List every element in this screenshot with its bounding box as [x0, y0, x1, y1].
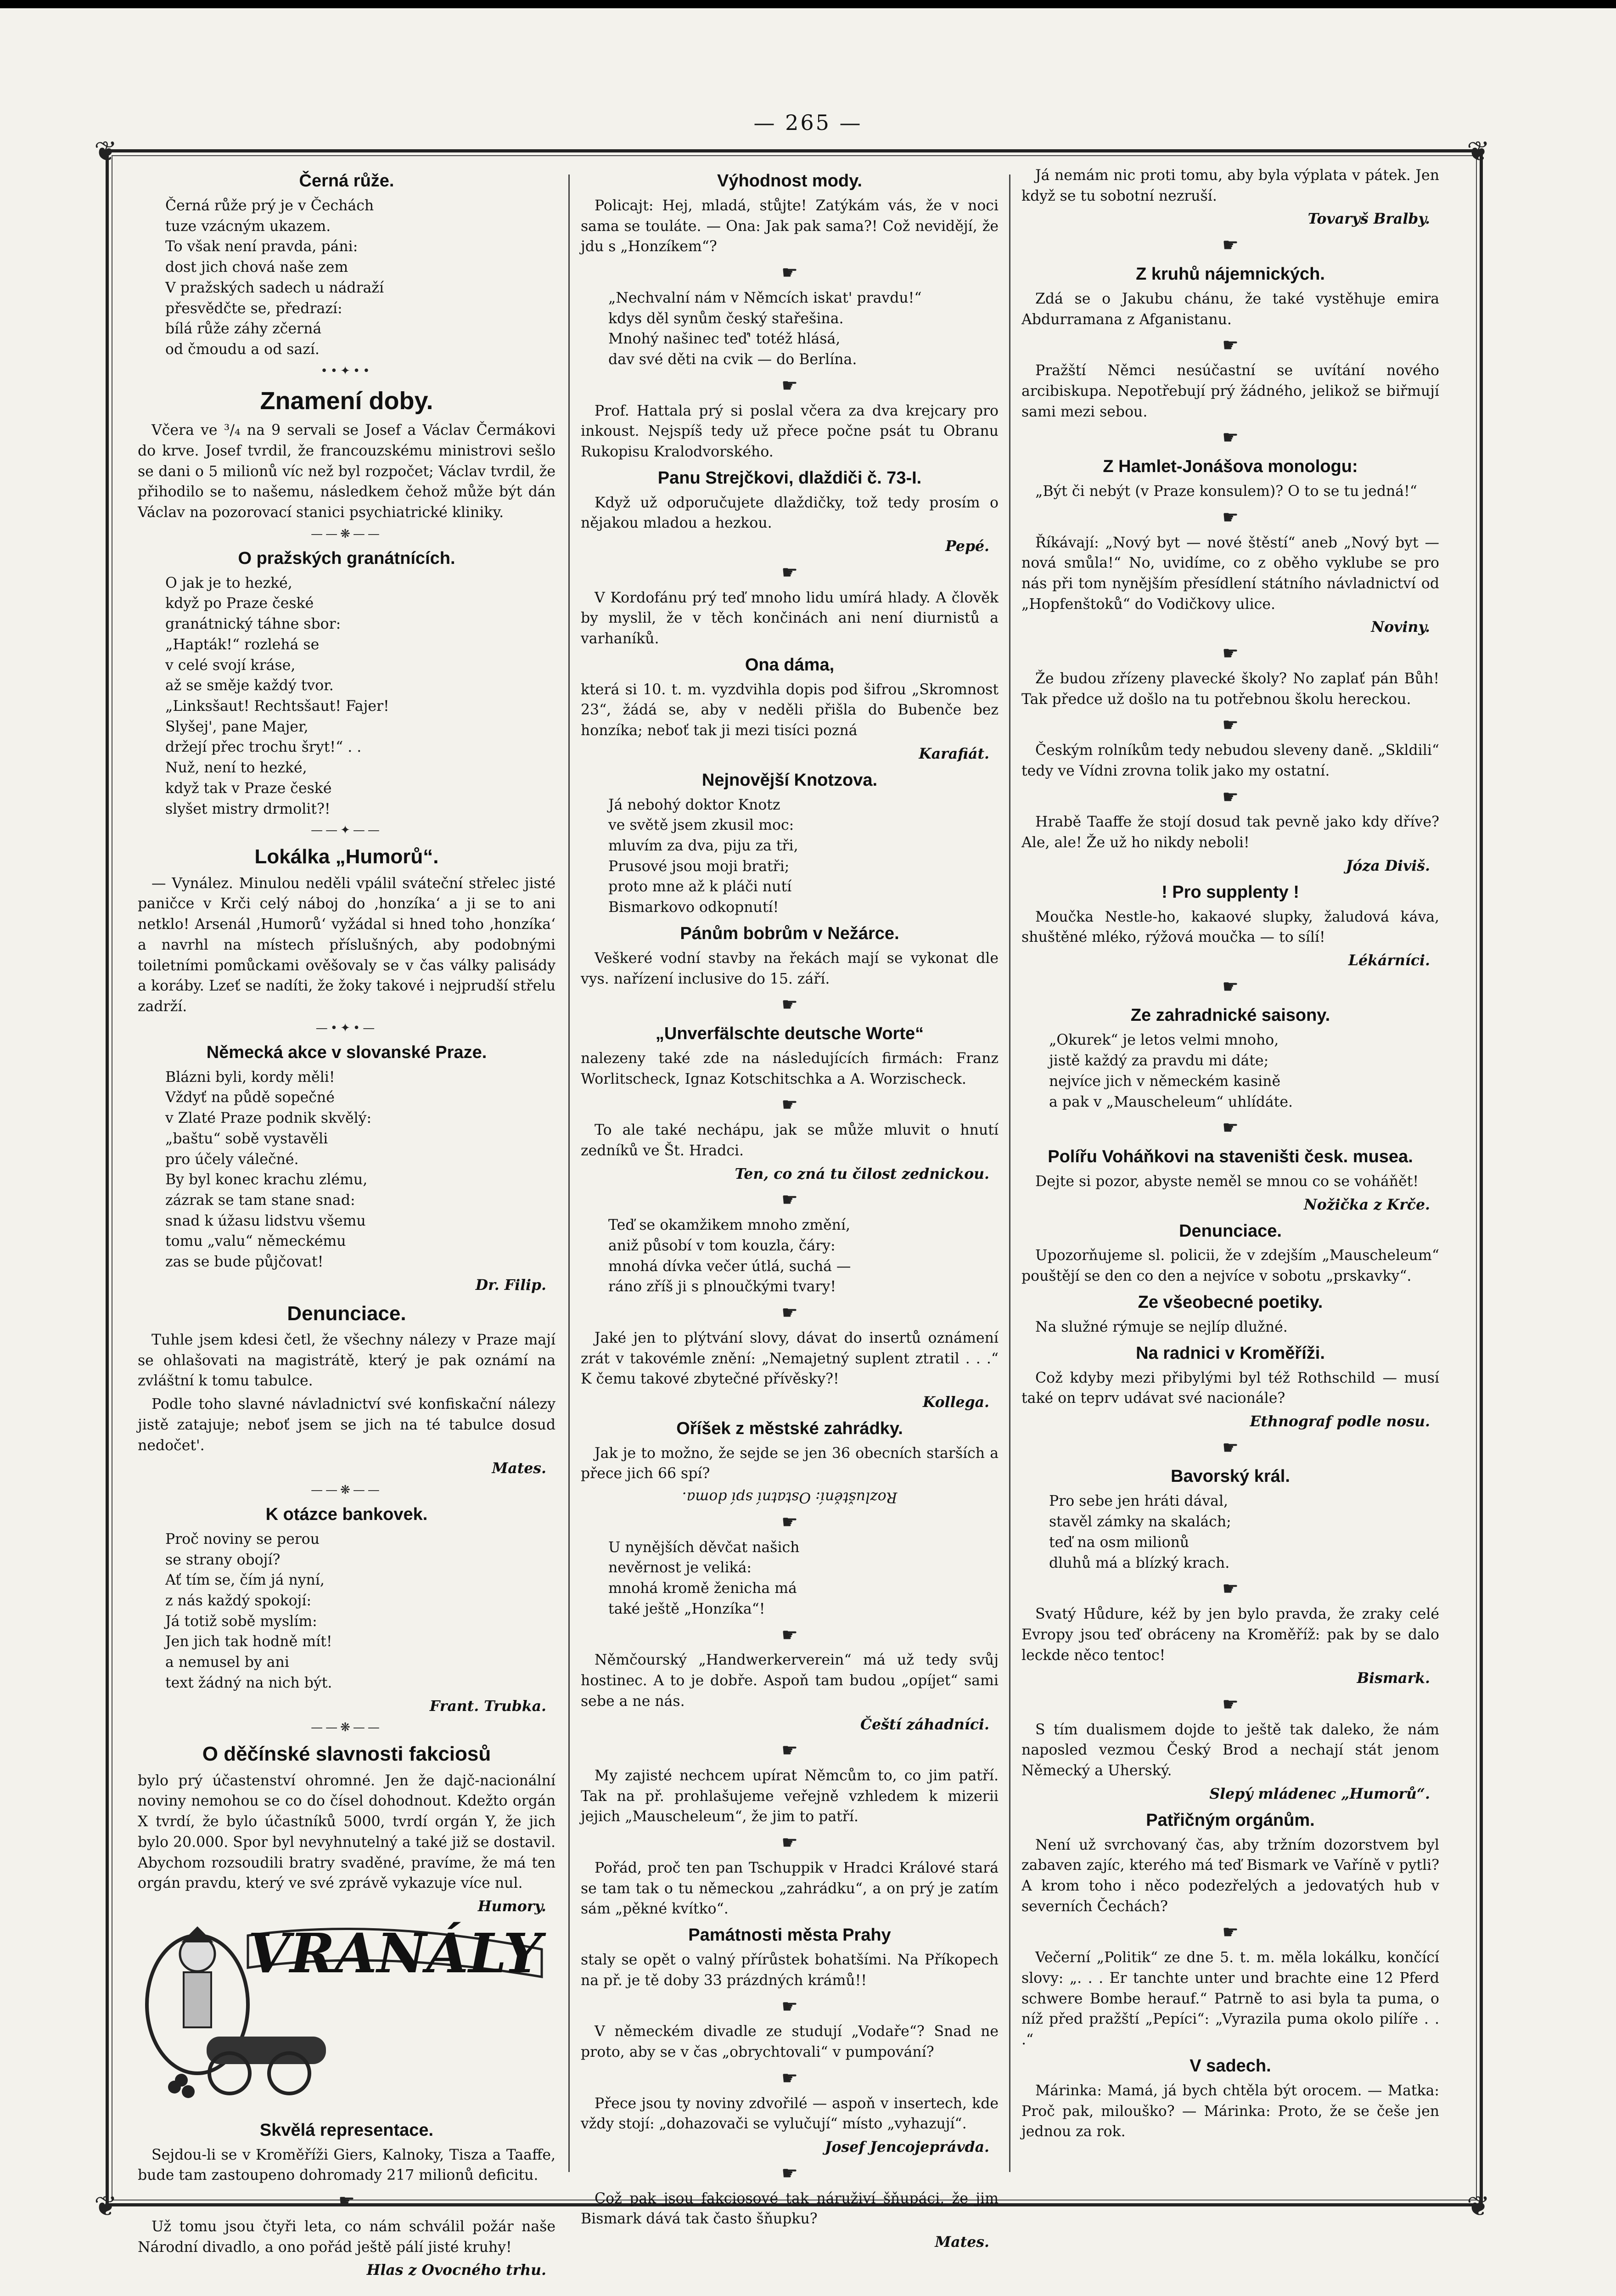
pointing-hand-icon: ☛: [1222, 335, 1239, 356]
signature: Hlas z Ovocného trhu.: [366, 2262, 546, 2279]
signature: Ethnograf podle nosu.: [1250, 1412, 1430, 1430]
article-text: — Vynález. Minulou neděli vpálil sváteční střelec jisté paničce v Krči celý náboj do ‚honzíka‘ a ji se to ani netklo! Arsenál ‚Humorů‘ vyžádal si hned toho ‚honzíka‘ a navrhl na místech příslušných, aby podobnými toiletními pomůckami ověšovaly se v čas války palisády a koráby. Lzeť se nadíti, že žoky takové i nejprudší střelu zadrží.: [138, 875, 556, 1015]
signature: Lékárníci.: [1348, 951, 1430, 969]
article-text: Českým rolníkům tedy nebudou sleveny daně. „Skldili“ tedy ve Vídni zrovna tolik jako my ostatní.: [1021, 742, 1439, 779]
article-title: Památnosti města Prahy: [688, 1925, 891, 1945]
signature: Nožička z Krče.: [1303, 1196, 1430, 1213]
article-text: Přece jsou ty noviny zdvořilé — aspoň v insertech, kde vždy stojí: „dohazovači se vylučují“ místo „vyhazují“.: [581, 2095, 999, 2133]
article-title: Ze všeobecné poetiky.: [1138, 1292, 1323, 1312]
column-3: [1021, 165, 1439, 2145]
article-text: Veškeré vodní stavby na řekách mají se vykonat dle vys. nařízení inclusive do 15. září.: [581, 950, 999, 987]
pointing-hand-icon: ☛: [781, 1832, 798, 1854]
pointing-hand-icon: ☛: [781, 2067, 798, 2089]
article-text: Dejte si pozor, abyste neměl se mnou co se voháňět!: [1035, 1173, 1419, 1190]
article-title: „Unverfälschte deutsche Worte“: [655, 1024, 924, 1044]
article-text: nalezeny také zde na následujících firmách: Franz Worlitscheck, Ignaz Kotschitschka a A. Worzischeck.: [581, 1050, 999, 1087]
pointing-hand-icon: ☛: [781, 1740, 798, 1761]
pointing-hand-icon: ☛: [1222, 1117, 1239, 1139]
signature: Pepé.: [945, 538, 989, 555]
article-text: Moučka Nestle-ho, kakaové slupky, žaludová káva, shuštěné mléko, rýžová moučka — to sílí!: [1021, 908, 1439, 946]
pointing-hand-icon: ☛: [781, 1996, 798, 2017]
article-title: Patřičným orgánům.: [1146, 1810, 1315, 1830]
article-title: Černá růže.: [299, 171, 394, 191]
article-text: Já nemám nic proti tomu, aby byla výplata v pátek. Jen když se tu sobotní nezruší.: [1021, 167, 1439, 204]
poem: „Nechvalní nám v Němcích iskat' pravdu!“ kdys děl synům český stařešina. Mnohý našinec teď' totéž hlásá, dav své děti na cvik — do Berlína.: [608, 289, 922, 368]
pointing-hand-icon: ☛: [1222, 235, 1239, 256]
cannon-illustration-icon: [138, 1922, 556, 2115]
signature: Čeští záhadníci.: [860, 1716, 989, 1733]
separator-icon: ——✦——: [311, 823, 382, 838]
article-text: Na služné rýmuje se nejlíp dlužné.: [1035, 1318, 1288, 1335]
article-text: V německém divadle ze studují „Vodaře“? Snad ne proto, aby se v čas „obrychtovali“ v pumpování?: [581, 2023, 999, 2061]
signature: Josef Jencojeprávda.: [825, 2138, 989, 2155]
pointing-hand-icon: ☛: [781, 994, 798, 1016]
article-title: V sadech.: [1190, 2056, 1271, 2076]
column-rule: [1009, 174, 1010, 2172]
article-title: Z Hamlet-Jonášova monologu:: [1103, 457, 1358, 477]
pointing-hand-icon: ☛: [781, 262, 798, 284]
separator-icon: ••✦••: [320, 364, 373, 378]
article-text: Prof. Hattala prý si poslal včera za dva krejcary pro inkoust. Nejspíš tedy už přece počne psát tu Obranu Rukopisu Kralodvorského.: [581, 402, 999, 461]
article-text: Hrabě Taaffe že stojí dosud tak pevně jako kdy dříve? Ale, ale! Že už ho nikdy neboli!: [1021, 814, 1439, 851]
pointing-hand-icon: ☛: [781, 1189, 798, 1211]
article-text: Když už odporučujete dlaždičky, tož tedy prosím o nějakou mladou a hezkou.: [581, 494, 999, 532]
article-text: Říkávají: „Nový byt — nové štěstí“ aneb „Nový byt — nová smůla!“ No, uvidíme, co z oběho vyklube se pro nás při tom nynějším přesídlení státního návladnictví od „Hopfenštoků“ do Vodičkovy ulice.: [1021, 534, 1439, 613]
poem: Proč noviny se perou se strany obojí? Ať tím se, čím já nyní, z nás každý spokojí: Já totiž sobě myslím: Jen jich tak hodně mít! a nemusel by ani text žádný na nich být.: [165, 1531, 332, 1691]
column-rule: [568, 174, 570, 2172]
upside-down-answer: Rozluštění: Ostatní spí doma.: [682, 1489, 898, 1506]
separator-icon: ——❋——: [311, 1483, 382, 1497]
pointing-hand-icon: ☛: [1222, 786, 1239, 808]
separator-icon: ——❋——: [311, 527, 382, 541]
pointing-hand-icon: ☛: [1222, 976, 1239, 997]
pointing-hand-icon: ☛: [781, 375, 798, 396]
article-text: Pražští Němci nesúčastní se uvítání nového arcibiskupa. Nepotřebují prý žádného, jelikož se biřmují sami mezi sebou.: [1021, 362, 1439, 420]
signature: Slepý mládenec „Humorů“.: [1209, 1785, 1430, 1802]
article-title: Lokálka „Humorů“.: [254, 845, 439, 868]
corner-ornament-icon: ❦: [94, 2190, 118, 2223]
article-text: Že budou zřízeny plavecké školy? No zaplať pán Bůh! Tak předce už došlo na tu potřebnou školu hereckou.: [1021, 670, 1439, 708]
article-title: Německá akce v slovanské Praze.: [206, 1042, 487, 1062]
poem: Teď se okamžikem mnoho změní, aniž působí v tom kouzla, čáry: mnohá dívka večer útlá, suchá — ráno zříš ji s plnoučkými tvary!: [608, 1217, 851, 1295]
article-text: Není už svrchovaný čas, aby tržním dozorstvem byl zabaven zajíc, kterého má teď Bismark ve Vaříně v pytli? A krom toho i něco podezřelých a jedovatých hub v severních Čechách?: [1021, 1836, 1439, 1915]
separator-icon: ——❋——: [311, 1721, 382, 1735]
article-title: Polířu Voháňkovi na staveništi česk. musea.: [1048, 1147, 1413, 1167]
pointing-hand-icon: ☛: [781, 1094, 798, 1116]
poem: O jak je to hezké, když po Praze české granátnický táhne sbor: „Hapták!“ rozlehá se v celé svojí kráse, až se směje každý tvor. „Linksšaut! Rechtsšaut! Fajer! Slyšej', pane Majer, držejí přec trochu šryt!“ . . Nuž, není to hezké, když tak v Praze české slyšet mistry drmolit?!: [165, 574, 389, 817]
separator-icon: —•✦•—: [315, 1021, 378, 1035]
poem: Černá růže prý je v Čechách tuze vzácným ukazem. To však není pravda, páni: dost jich chová naše zem V pražských sadech u nádraží přesvědčte se, předrazí: bílá růže záhy zčerná od čmoudu a od sazí.: [165, 197, 384, 358]
pointing-hand-icon: ☛: [781, 1624, 798, 1646]
poem: Blázni byli, kordy měli! Vždyť na půdě sopečné v Zlaté Praze podnik skvělý: „baštu“ sobě vystavěli pro účely válečné. By byl konec krachu zlému, zázrak se tam stane snad: snad k úžasu lidstvu všemu tomu „valu“ německému zas se bude půjčovat!: [165, 1069, 372, 1271]
pointing-hand-icon: ☛: [781, 562, 798, 583]
signature: Ten, co zná tu čilost zednickou.: [735, 1165, 989, 1182]
signature: Frant. Trubka.: [429, 1697, 546, 1715]
article-text: Večerní „Politik“ ze dne 5. t. m. měla lokálku, končící slovy: „. . . Er tanchte unter und brachte eine 12 Pferd schwere Bombe herauf.“ Patrně to asi byla ta puma, o níž před pražští „Pepíci“: „Vyrazila puma okolo pilíře . . .“: [1021, 1949, 1439, 2048]
article-text: Policajt: Hej, mladá, stůjte! Zatýkám vás, že v noci sama se touláte. — Ona: Jak pak sama?! Což nevidějí, že jdu s „Honzíkem“?: [581, 197, 999, 255]
article-title: Denunciace.: [287, 1302, 406, 1325]
article-title: Výhodnost mody.: [717, 171, 862, 191]
pointing-hand-icon: ☛: [1222, 506, 1239, 528]
article-title: O děčínské slavnosti fakciosů: [202, 1743, 491, 1766]
article-text: Zdá se o Jakubu chánu, že také vystěhuje emira Abdurramana z Afganistanu.: [1021, 290, 1439, 328]
article-text: Pořád, proč ten pan Tschuppik v Hradci Králové stará se tam tak o tu německou „zahrádku“, a on prý je zatím sám „pěkné kvítko“.: [581, 1859, 999, 1918]
article-text: Sejdou-li se v Kroměříži Giers, Kalnoky, Tisza a Taaffe, bude tam zastoupeno dohromady 217 milionů deficitu.: [138, 2146, 556, 2184]
pointing-hand-icon: ☛: [1222, 427, 1239, 449]
signature: Kollega.: [922, 1394, 989, 1411]
vranaly-illustration: [138, 1922, 556, 2115]
pointing-hand-icon: ☛: [1222, 715, 1239, 736]
article-title: Z kruhů nájemnických.: [1136, 264, 1325, 284]
article-text: která si 10. t. m. vyzdvihla dopis pod šifrou „Skromnost 23“, žádá se, aby v neděli přišla do Bubenče bez honzíka; neboť tak ji mezi tisíci pozná: [581, 681, 999, 739]
article-text: Včera ve ³/₄ na 9 servali se Josef a Václav Čermákovi do krve. Josef tvrdil, že francouzskému ministrovi sešlo se dani o 5 milionů víc než byl rozpočet; Václav tvrdil, že přihodilo se to našemu, následkem čehož může být dán Václav na pozorovací stanici psychiatrické kliniky.: [138, 422, 556, 521]
pointing-hand-icon: ☛: [1222, 1437, 1239, 1458]
corner-ornament-icon: ❦: [94, 135, 118, 168]
article-text: Márinka: Mamá, já bych chtěla být orocem. — Matka: Proč pak, milouško? — Márinka: Proto, že se češe jen jednou za rok.: [1021, 2082, 1439, 2140]
signature: Humory.: [477, 1898, 546, 1915]
pointing-hand-icon: ☛: [1222, 1922, 1239, 1943]
article-text: Jak je to možno, že sejde se jen 36 obecních starších a přece jich 66 spí?: [581, 1445, 999, 1482]
article-text: My zajisté nechcem upírat Němcům to, co jim patří. Tak na př. prohlašujeme veřejně vzhledem k mizerii jejich „Mauscheleum“, že jim to patří.: [581, 1767, 999, 1825]
pointing-hand-icon: ☛: [1222, 643, 1239, 664]
article-text: V Kordofánu prý teď mnoho lidu umírá hlady. A člověk by myslil, že v těch končinách ani není diurnistů a varhaníků.: [581, 589, 999, 647]
corner-ornament-icon: ❦: [1467, 135, 1490, 168]
signature: Bismark.: [1357, 1670, 1430, 1687]
article-title: Znamení doby.: [260, 387, 433, 415]
article-text: Což kdyby mezi přibylými byl též Rothschild — musí také on teprv udávat své nacionále?: [1021, 1369, 1439, 1407]
article-text: To ale také nechápu, jak se může mluvit o hnutí zedníků ve Št. Hradci.: [581, 1122, 999, 1159]
column-2: [581, 165, 999, 2256]
pointing-hand-icon: ☛: [781, 1511, 798, 1533]
poem: „Okurek“ je letos velmi mnoho, jistě každý za pravdu mi dáte; nejvíce jich v německém kasině a pak v „Mauscheleum“ uhlídáte.: [1049, 1032, 1293, 1110]
article-title: Panu Strejčkovi, dlaždiči č. 73-I.: [657, 468, 922, 488]
article-text: Jaké jen to plýtvání slovy, dávat do insertů oznámení zrát v takovémle znění: „Nemajetný suplent ztratil . . .“ K čemu takové zbytečné přívěsky?!: [581, 1329, 999, 1388]
signature: Józa Diviš.: [1346, 857, 1430, 874]
article-title: K otázce bankovek.: [265, 1504, 428, 1524]
article-title: Ze zahradnické saisony.: [1130, 1006, 1330, 1025]
signature: Mates.: [492, 1460, 546, 1477]
article-text: bylo prý účastenství ohromné. Jen že dajč-nacionální noviny nemohou se co do čísel dohodnout. Kdežto orgán X tvrdí, že bylo účastníků 5000, tvrdí orgán Y, že jich bylo 20.000. Spor byl nevyhnutelný a také již se dostavil. Abychom rozsoudili bratry svaděné, pravíme, že má ten orgán pravdu, který ve své zprávě vykazuje více nul.: [138, 1772, 556, 1892]
article-title: Oříšek z městské zahrádky.: [676, 1418, 903, 1438]
signature: Dr. Filip.: [475, 1276, 546, 1294]
article-title: ! Pro supplenty !: [1162, 882, 1299, 902]
scan-top-edge: [0, 0, 1616, 8]
article-text: Němčourský „Handwerkerverein“ má už tedy svůj hostinec. A to je dobře. Aspoň tam budou „opíjet“ sami sebe a ne nás.: [581, 1652, 999, 1710]
article-text: Svatý Hůdure, kéž by jen bylo pravda, že zraky celé Evropy jsou teď obráceny na Kroměříž: pak by se dalo leckde něco tentoc!: [1021, 1606, 1439, 1664]
signature: Mates.: [935, 2233, 989, 2251]
article-title: O pražských granátnících.: [238, 548, 455, 568]
article-text: staly se opět o valný přírůstek bohatšími. Na Příkopech na př. je tě doby 33 prázdných krámů!!: [581, 1952, 999, 1989]
article-title: Bavorský král.: [1171, 1467, 1290, 1486]
poem: Já nebohý doktor Knotz ve světě jsem zkusil moc: mluvím za dva, piju za tři, Prusové jsou moji bratři; proto mne až k pláči nutí Bismarkovo odkopnutí!: [608, 796, 798, 916]
illustration-caption: VRANÁLY: [247, 1921, 542, 1985]
poem: U nynějších děvčat našich nevěrnost je veliká: mnohá kromě ženicha má také ještě „Honzíka“!: [608, 1539, 800, 1617]
signature: Karafiát.: [919, 745, 989, 762]
pointing-hand-icon: ☛: [1222, 1578, 1239, 1600]
corner-ornament-icon: ❦: [1467, 2190, 1490, 2223]
article-title: Ona dáma,: [745, 655, 835, 675]
article-text: Tuhle jsem kdesi četl, že všechny nálezy v Praze mají se ohlašovati na magistrátě, který je pak oznámí na zvláštní k tomu tabulce.: [138, 1332, 556, 1390]
article-title: Na radnici v Kroměříži.: [1136, 1343, 1325, 1363]
article-title: Skvělá representace.: [259, 2120, 434, 2140]
article-title: Denunciace.: [1179, 1221, 1282, 1241]
pointing-hand-icon: ☛: [781, 2162, 798, 2184]
article-title: Nejnovější Knotzova.: [701, 770, 878, 790]
article-text: S tím dualismem dojde to ještě tak daleko, že nám naposled vezmou Český Brod a nechají stát jenom Německý a Uherský.: [1021, 1721, 1439, 1779]
article-text: Upozorňujeme sl. policii, že v zdejším „Mauscheleum“ pouštějí se den co den a nejvíce v sobotu „prskavky“.: [1021, 1247, 1439, 1285]
page-number: — 265 —: [753, 110, 863, 135]
pointing-hand-icon: ☛: [1222, 1694, 1239, 1715]
article-text: Což pak jsou fakciosové tak náruživí šňupáci, že jim Bismark dává tak často šňupku?: [581, 2190, 999, 2228]
signature: Noviny.: [1371, 619, 1430, 636]
pointing-hand-icon: ☛: [781, 1302, 798, 1324]
article-title: Pánům bobrům v Nežárce.: [680, 923, 899, 943]
column-1: [138, 165, 556, 2284]
article-text: Už tomu jsou čtyři leta, co nám schválil požár naše Národní divadlo, a ono pořád ještě pálí jisté kruhy!: [138, 2218, 556, 2256]
article-text: „Být či nebýt (v Praze konsulem)? O to se tu jedná!“: [1035, 483, 1417, 500]
poem: Pro sebe jen hráti dával, stavěl zámky na skalách; teď na osm milionů dluhů má a blízký krach.: [1049, 1493, 1231, 1571]
article-text: Podle toho slavné návladnictví své konfiskační nálezy jistě zatajuje; neboť jsem se jich na té tabulce dosud nedočet'.: [138, 1396, 556, 1454]
signature: Tovaryš Bralby.: [1307, 210, 1430, 228]
pointing-hand-icon: ☛: [338, 2191, 355, 2212]
